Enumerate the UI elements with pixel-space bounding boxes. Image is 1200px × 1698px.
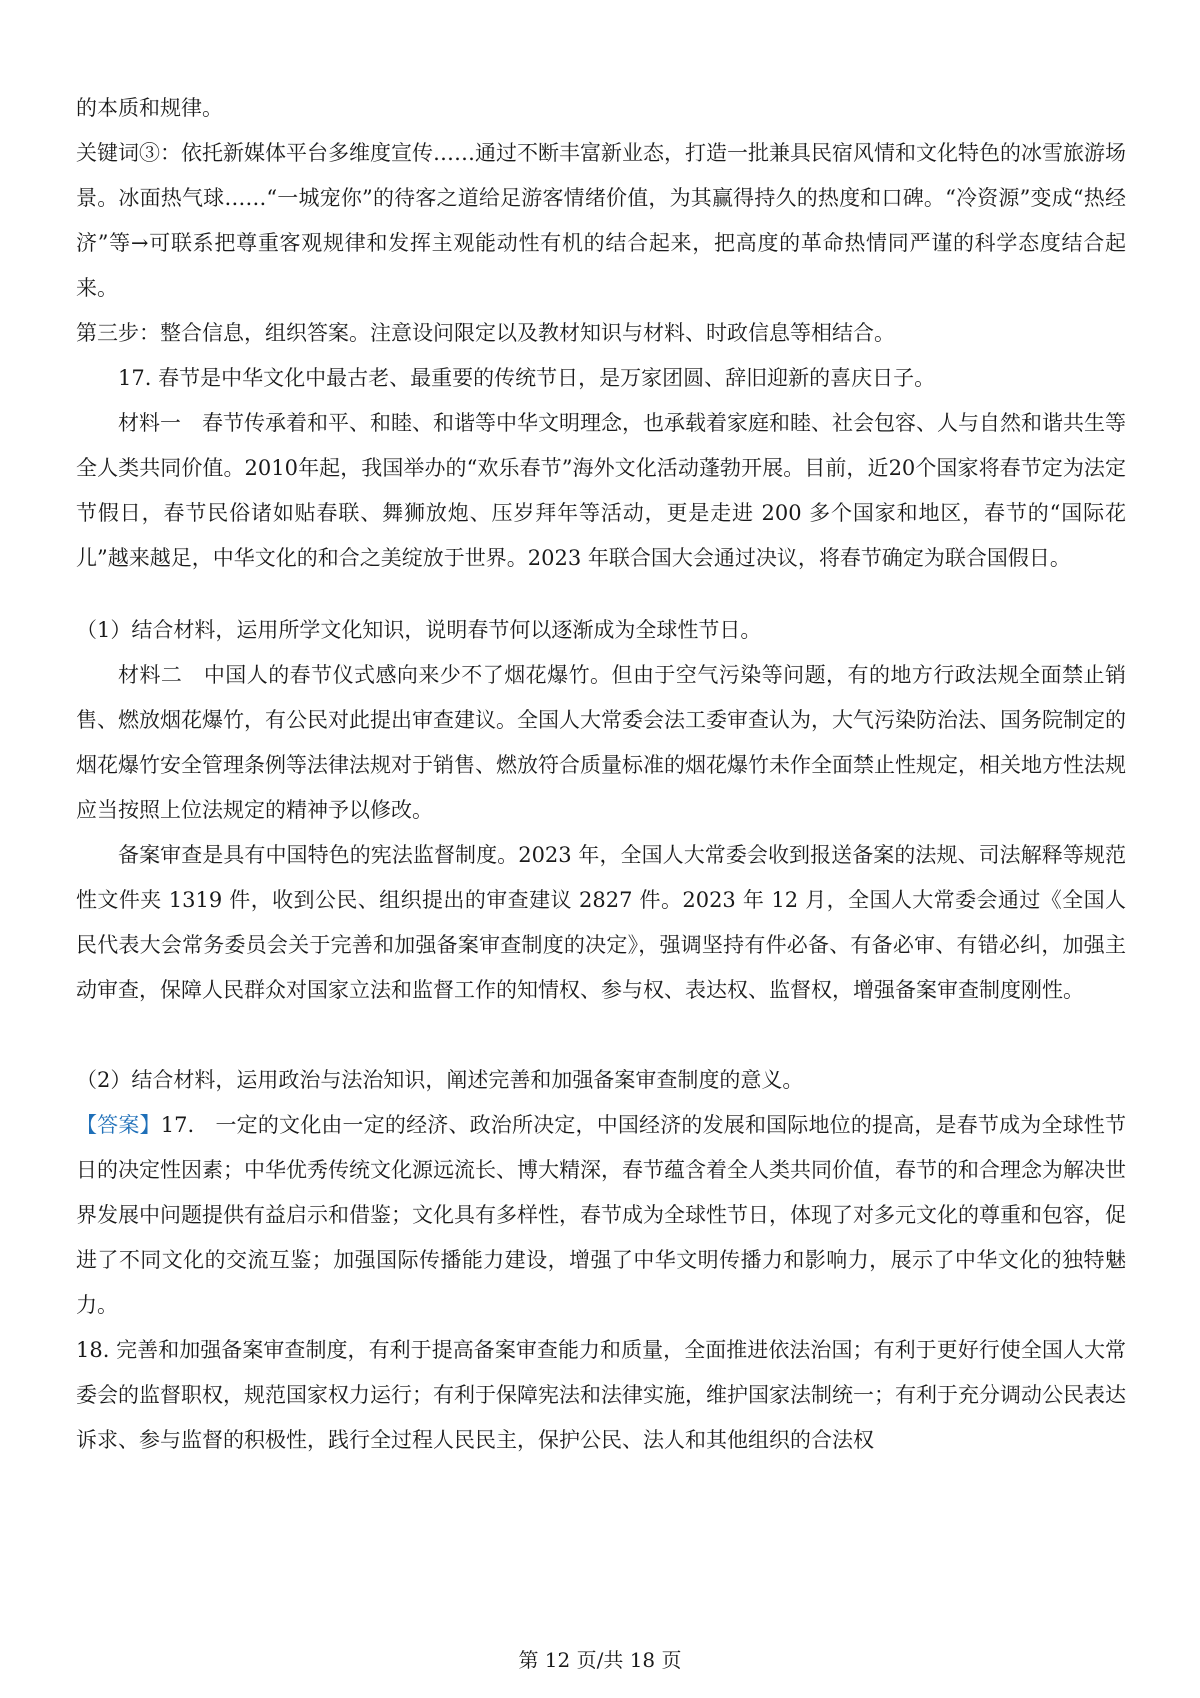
- material-1: 材料一 春节传承着和平、和睦、和谐等中华文明理念，也承载着家庭和睦、社会包容、人与自然和谐共生等全人类共同价值。2010年起，我国举办的“欢乐春节”海外文化活动蓬勃开展。目前，近20个国家将春节定为法定节假日，春节民俗诸如贴春联、舞狮放炮、压岁拜年等活动，更是走进 200 多个国家和地区，春节的“国际花儿”越来越足，中华文化的和合之美绽放于世界。2023 年联合国大会通过决议，将春节确定为联合国假日。: [76, 411, 1126, 570]
- answer-18: 18. 完善和加强备案审查制度，有利于提高备案审查能力和质量，全面推进依法治国；有利于更好行使全国人大常委会的监督职权，规范国家权力运行；有利于保障宪法和法律实施，维护国家法制统一；有利于充分调动公民表达诉求、参与监督的积极性，践行全过程人民民主，保护公民、法人和其他组织的合法权: [76, 1338, 1126, 1452]
- paragraph-continuation: 的本质和规律。: [76, 96, 223, 120]
- material-2-continued: 备案审查是具有中国特色的宪法监督制度。2023 年，全国人大常委会收到报送备案的法规、司法解释等规范性文件夹 1319 件，收到公民、组织提出的审查建议 2827 件。2023 年 12 月，全国人大常委会通过《全国人民代表大会常务委员会关于完善和加强备案审查制度的决定》，强调坚持有件必备、有备必审、有错必纠，加强主动审查，保障人民群众对国家立法和监督工作的知情权、参与权、表达权、监督权，增强备案审查制度刚性。: [76, 843, 1126, 1002]
- material-2: 材料二 中国人的春节仪式感向来少不了烟花爆竹。但由于空气污染等问题，有的地方行政法规全面禁止销售、燃放烟花爆竹，有公民对此提出审查建议。全国人大常委会法工委审查认为，大气污染防治法、国务院制定的烟花爆竹安全管理条例等法律法规对于销售、燃放符合质量标准的烟花爆竹未作全面禁止性规定，相关地方性法规应当按照上位法规定的精神予以修改。: [76, 663, 1126, 822]
- step-3-paragraph: 第三步：整合信息，组织答案。注意设问限定以及教材知识与材料、时政信息等相结合。: [76, 321, 895, 345]
- answer-tag: 【答案】: [76, 1113, 161, 1137]
- question-17-intro: 17. 春节是中华文化中最古老、最重要的传统节日，是万家团圆、辞旧迎新的喜庆日子。: [118, 366, 936, 390]
- sub-question-2: （2）结合材料，运用政治与法治知识，阐述完善和加强备案审查制度的意义。: [76, 1068, 804, 1092]
- answer-17-text: 17. 一定的文化由一定的经济、政治所决定，中国经济的发展和国际地位的提高，是春节成为全球性节日的决定性因素；中华优秀传统文化源远流长、博大精深，春节蕴含着全人类共同价值，春节的和合理念为解决世界发展中问题提供有益启示和借鉴；文化具有多样性，春节成为全球性节日，体现了对多元文化的尊重和包容，促进了不同文化的交流互鉴；加强国际传播能力建设，增强了中华文明传播力和影响力，展示了中华文化的独特魅力。: [76, 1113, 1126, 1317]
- answer-17: [76, 1103, 1126, 1328]
- sub-question-1: （1）结合材料，运用所学文化知识，说明春节何以逐渐成为全球性节日。: [76, 618, 762, 642]
- page-footer: 第 12 页/共 18 页: [518, 1648, 682, 1672]
- keyword-3-paragraph: 关键词③：依托新媒体平台多维度宣传……通过不断丰富新业态，打造一批兼具民宿风情和文化特色的冰雪旅游场景。冰面热气球……“一城宠你”的待客之道给足游客情绪价值，为其赢得持久的热度和口碑。“冷资源”变成“热经济”等→可联系把尊重客观规律和发挥主观能动性有机的结合起来，把高度的革命热情同严谨的科学态度结合起来。: [76, 141, 1126, 300]
